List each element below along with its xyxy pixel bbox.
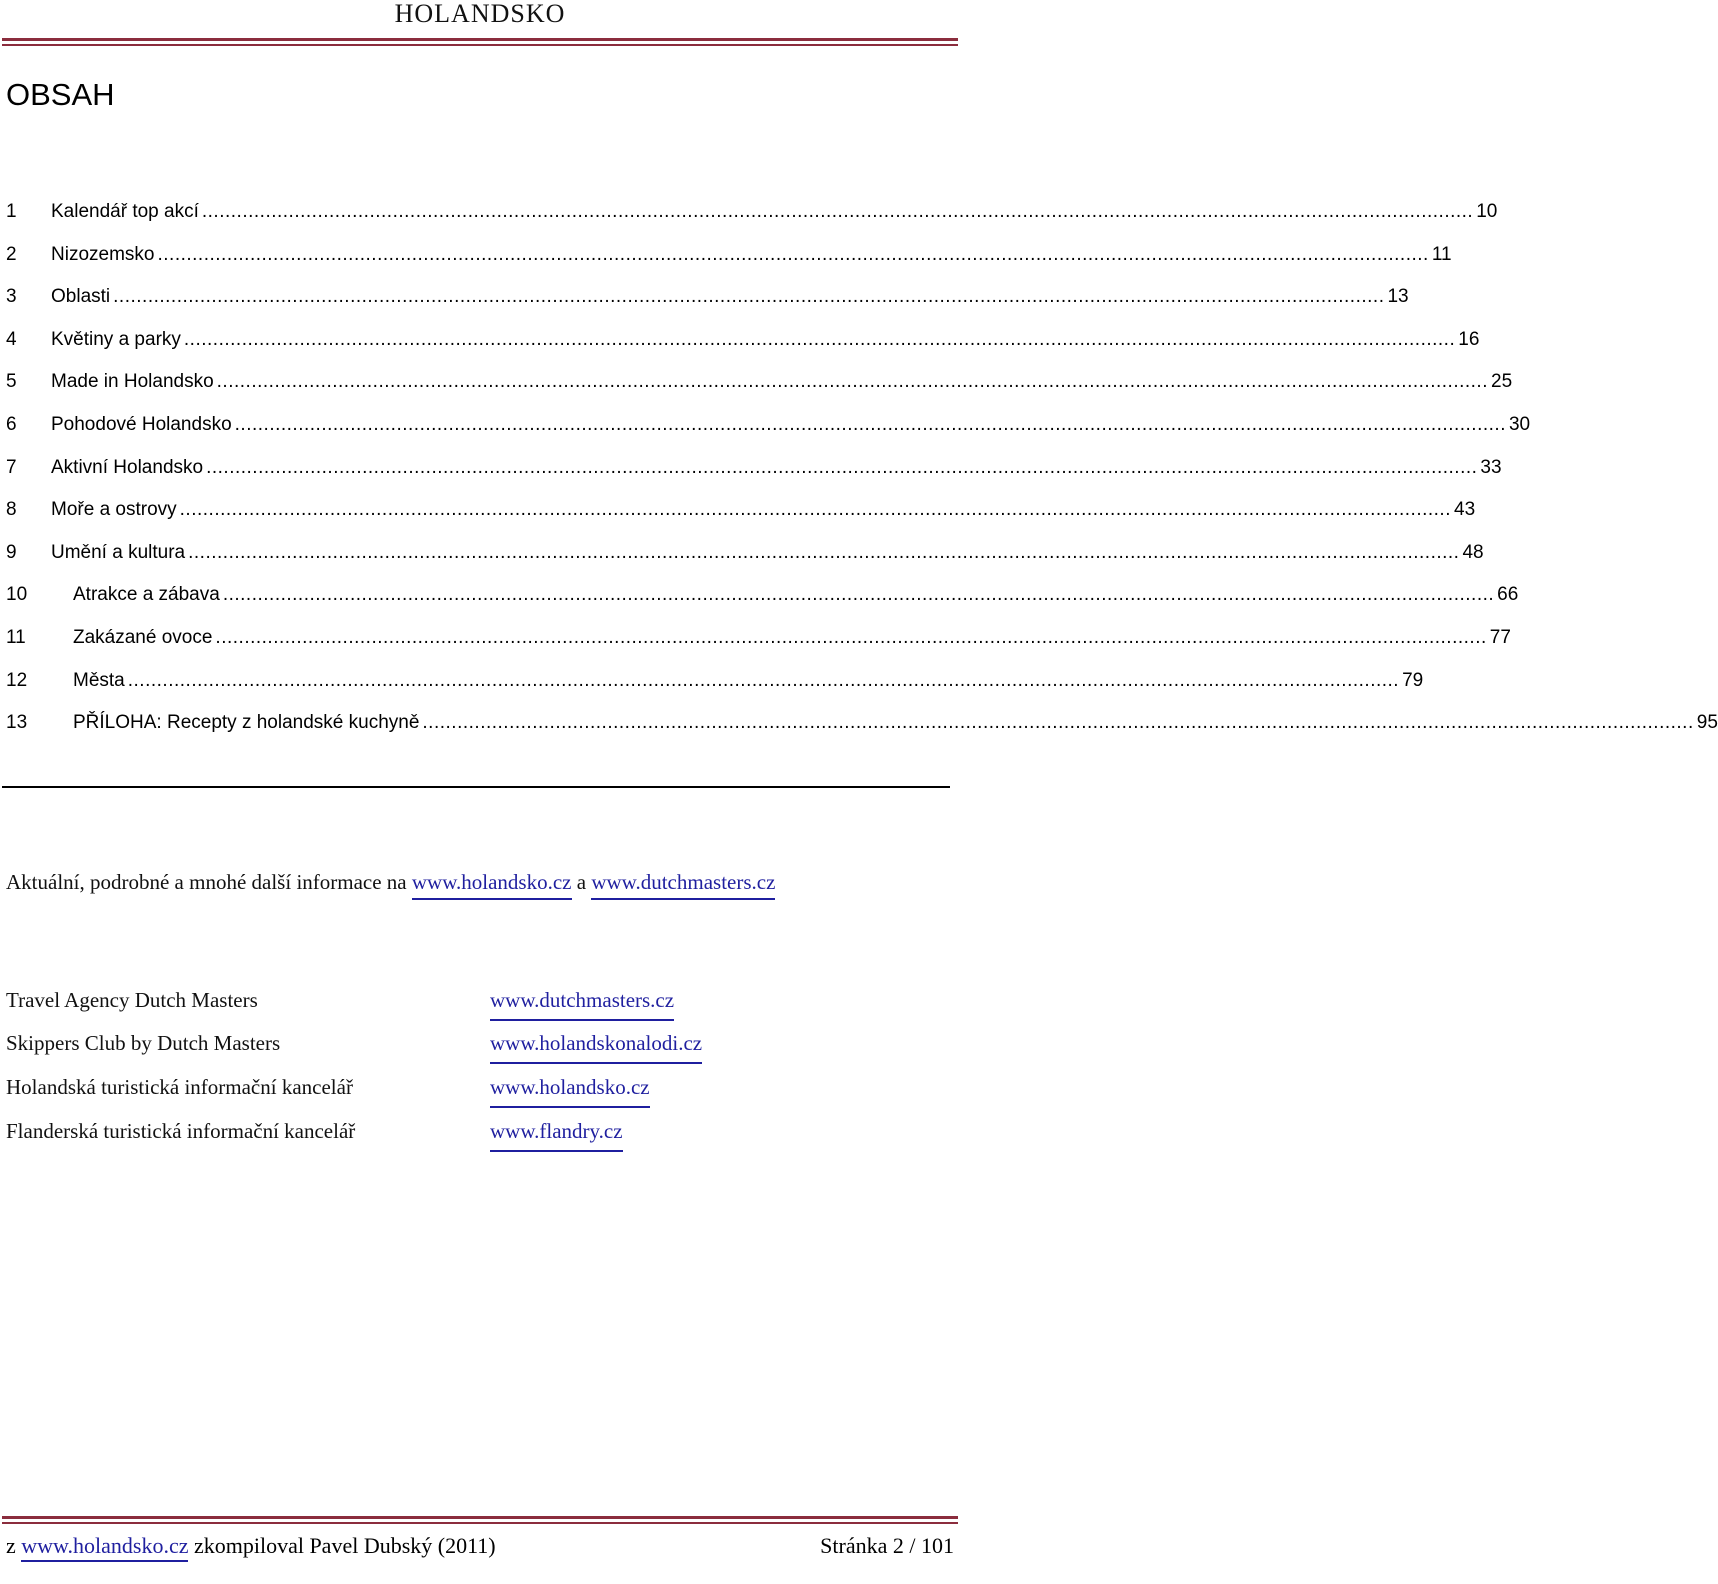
toc-dot-leader: ............................................................................................................................................................................................................................ (179, 499, 1451, 520)
toc-dot-leader: ............................................................................................................................................................................................................................ (222, 584, 1495, 605)
toc-dot-leader: ............................................................................................................................................................................................................................ (215, 627, 1487, 648)
toc-entry[interactable] (6, 325, 1480, 355)
toc-entry[interactable] (6, 580, 1519, 610)
toc-entry-label: Pohodové Holandsko (51, 414, 232, 435)
toc-entry-label: Oblasti (51, 286, 111, 307)
toc-dot-leader: ............................................................................................................................................................................................................................ (127, 670, 1400, 691)
page-number: Stránka 2 / 101 (820, 1533, 954, 1558)
toc-dot-leader: ............................................................................................................................................................................................................................ (183, 329, 1456, 350)
toc-entry[interactable] (6, 282, 1409, 312)
page-footer (6, 1530, 954, 1562)
toc-dot-leader: ............................................................................................................................................................................................................................ (201, 201, 1474, 222)
toc-entry-label: Made in Holandsko (51, 371, 214, 392)
toc-entry-label: Umění a kultura (51, 542, 186, 563)
header-rule-thin (2, 44, 958, 46)
toc-entry-page: 10 (1476, 201, 1498, 222)
toc-entry-page: 16 (1458, 329, 1480, 350)
page-header-title: HOLANDSKO (394, 0, 566, 28)
toc-entry[interactable] (6, 495, 1476, 525)
toc-entry-number: 9 (6, 542, 17, 563)
toc-entry[interactable] (6, 708, 1718, 738)
toc-entry-number: 5 (6, 371, 17, 392)
toc-entry-label: Města (73, 670, 125, 691)
agency-row (6, 985, 954, 1019)
toc-entry[interactable] (6, 538, 1484, 568)
toc-entry-page: 79 (1402, 670, 1424, 691)
toc-entry-page: 11 (1431, 244, 1452, 265)
toc-entry-label: Nizozemsko (51, 244, 155, 265)
info-line (6, 867, 954, 897)
toc-entry-page: 25 (1491, 371, 1513, 392)
agency-name: Flanderská turistická informační kancelář (6, 1119, 356, 1143)
toc-entry-label: Atrakce a zábava (73, 584, 220, 605)
info-conjunction: a (576, 870, 587, 894)
toc-dot-leader: ............................................................................................................................................................................................................................ (157, 244, 1429, 265)
agency-link[interactable]: www.holandskonalodi.cz (490, 1028, 702, 1064)
section-divider (2, 786, 950, 788)
toc-entry-page: 30 (1508, 414, 1531, 435)
toc-dot-leader: ............................................................................................................................................................................................................................ (206, 457, 1478, 478)
toc-entry[interactable] (6, 623, 1511, 653)
toc-entry-number: 1 (6, 201, 17, 222)
agency-row (6, 1072, 954, 1106)
toc-entry[interactable] (6, 197, 1498, 227)
toc-entry-page: 66 (1497, 584, 1519, 605)
agency-row (6, 1116, 954, 1150)
toc-dot-leader: ............................................................................................................................................................................................................................ (188, 542, 1460, 563)
toc-entry-page: 33 (1480, 457, 1502, 478)
toc-entry-page: 48 (1462, 542, 1484, 563)
toc-entry-label: Kalendář top akcí (51, 201, 199, 222)
toc-entry-label: Zakázané ovoce (73, 627, 213, 648)
toc-dot-leader: ............................................................................................................................................................................................................................ (234, 414, 1506, 435)
toc-entry-number: 11 (6, 627, 26, 648)
footer-link[interactable]: www.holandsko.cz (21, 1533, 188, 1562)
toc-entry-page: 13 (1387, 286, 1409, 307)
toc-entry-label: Aktivní Holandsko (51, 457, 204, 478)
toc-entry-number: 8 (6, 499, 17, 520)
agency-link[interactable]: www.flandry.cz (490, 1116, 623, 1152)
footer-credit (6, 1530, 496, 1562)
header-rule-thick (2, 38, 958, 41)
agency-name: Travel Agency Dutch Masters (6, 988, 258, 1012)
agency-link[interactable]: www.dutchmasters.cz (490, 985, 674, 1021)
toc-entry-label: Moře a ostrovy (51, 499, 177, 520)
footer-text: zkompiloval Pavel Dubský (2011) (193, 1533, 496, 1558)
info-link-holandsko[interactable]: www.holandsko.cz (412, 870, 572, 900)
toc-entry[interactable] (6, 410, 1531, 440)
toc-entry-number: 13 (6, 712, 28, 733)
info-link-dutchmasters[interactable]: www.dutchmasters.cz (591, 870, 775, 900)
toc-entry-number: 6 (6, 414, 17, 435)
toc-entry-label: PŘÍLOHA: Recepty z holandské kuchyně (73, 712, 420, 733)
info-text: Aktuální, podrobné a mnohé další informace na (6, 870, 407, 894)
toc-dot-leader: ............................................................................................................................................................................................................................ (113, 286, 1385, 307)
agency-row (6, 1028, 954, 1062)
toc-entry-number: 7 (6, 457, 17, 478)
footer-rule-thin (2, 1522, 958, 1524)
toc-entry-number: 3 (6, 286, 17, 307)
toc-entry-number: 10 (6, 584, 28, 605)
toc-entry-page: 77 (1489, 627, 1511, 648)
toc-entry-page: 95 (1696, 712, 1718, 733)
toc-entry[interactable] (6, 367, 1513, 397)
toc-dot-leader: ............................................................................................................................................................................................................................ (422, 712, 1694, 733)
toc-title: OBSAH (6, 77, 115, 112)
footer-prefix: z (6, 1533, 16, 1558)
toc-entry[interactable] (6, 666, 1424, 696)
footer-rule-thick (2, 1516, 958, 1519)
toc-dot-leader: ............................................................................................................................................................................................................................ (216, 371, 1488, 392)
toc-entry[interactable] (6, 240, 1452, 270)
toc-entry-number: 12 (6, 670, 28, 691)
toc-entry-number: 2 (6, 244, 17, 265)
toc-entry-label: Květiny a parky (51, 329, 181, 350)
agency-link[interactable]: www.holandsko.cz (490, 1072, 650, 1108)
agency-name: Holandská turistická informační kancelář (6, 1075, 353, 1099)
toc-entry-number: 4 (6, 329, 17, 350)
toc-entry-page: 43 (1454, 499, 1476, 520)
toc-entry[interactable] (6, 453, 1502, 483)
agency-name: Skippers Club by Dutch Masters (6, 1031, 281, 1055)
